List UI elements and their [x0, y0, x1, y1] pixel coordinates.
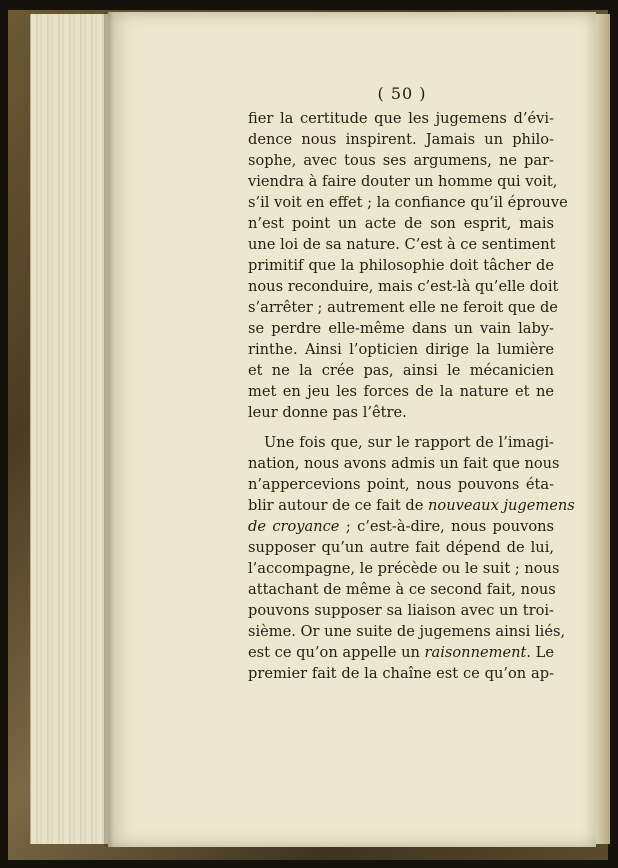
text-line: premier fait de la chaîne est ce qu’on ap-: [248, 665, 554, 682]
text-line: fier la certitude que les jugemens d’évi-: [248, 110, 554, 127]
text-line: supposer qu’un autre fait dépend de lui,: [248, 539, 554, 556]
text-line: nation, nous avons admis un fait que nous: [248, 455, 560, 472]
text-line: l’accompagne, le précède ou le suit ; nous: [248, 560, 560, 577]
text-line: pouvons supposer sa liaison avec un troi-: [248, 602, 554, 619]
text-line: viendra à faire douter un homme qui voit,: [248, 173, 558, 190]
text-line: et ne la crée pas, ainsi le mécanicien: [248, 362, 554, 379]
text-line: se perdre elle-même dans un vain laby-: [248, 320, 554, 337]
text-line: Une fois que, sur le rapport de l’imagi-: [264, 434, 554, 451]
text-line: s’il voit en effet ; la confiance qu’il éprouve: [248, 194, 568, 211]
text-line: met en jeu les forces de la nature et ne: [248, 383, 554, 400]
text-line: n’appercevions point, nous pouvons éta-: [248, 476, 554, 493]
page-edges: [30, 14, 113, 844]
text-line: nous reconduire, mais c’est-là qu’elle doit: [248, 278, 559, 295]
gutter-shadow: [104, 12, 114, 847]
text-line: n’est point un acte de son esprit, mais: [248, 215, 554, 232]
text-line: s’arrêter ; autrement elle ne feroit que de: [248, 299, 558, 316]
text-line: primitif que la philosophie doit tâcher de: [248, 257, 554, 274]
text-line: sième. Or une suite de jugemens ainsi liés,: [248, 623, 566, 640]
right-page-edge: [596, 14, 610, 844]
text-line: sophe, avec tous ses argumens, ne par-: [248, 152, 554, 169]
text-line: est ce qu’on appelle un raisonnement. Le: [248, 644, 554, 661]
text-line: une loi de sa nature. C’est à ce sentiment: [248, 236, 556, 253]
body-text: [248, 108, 575, 684]
text-line: blir autour de ce fait de nouveaux jugemens: [248, 497, 575, 514]
text-line: leur donne pas l’être.: [248, 404, 407, 421]
text-line: dence nous inspirent. Jamais un philo-: [248, 131, 554, 148]
page-number: ( 50 ): [377, 84, 427, 103]
text-line: rinthe. Ainsi l’opticien dirige la lumière: [248, 341, 554, 358]
text-line: de croyance ; c’est-à-dire, nous pouvons: [248, 518, 554, 535]
text-line: attachant de même à ce second fait, nous: [248, 581, 556, 598]
